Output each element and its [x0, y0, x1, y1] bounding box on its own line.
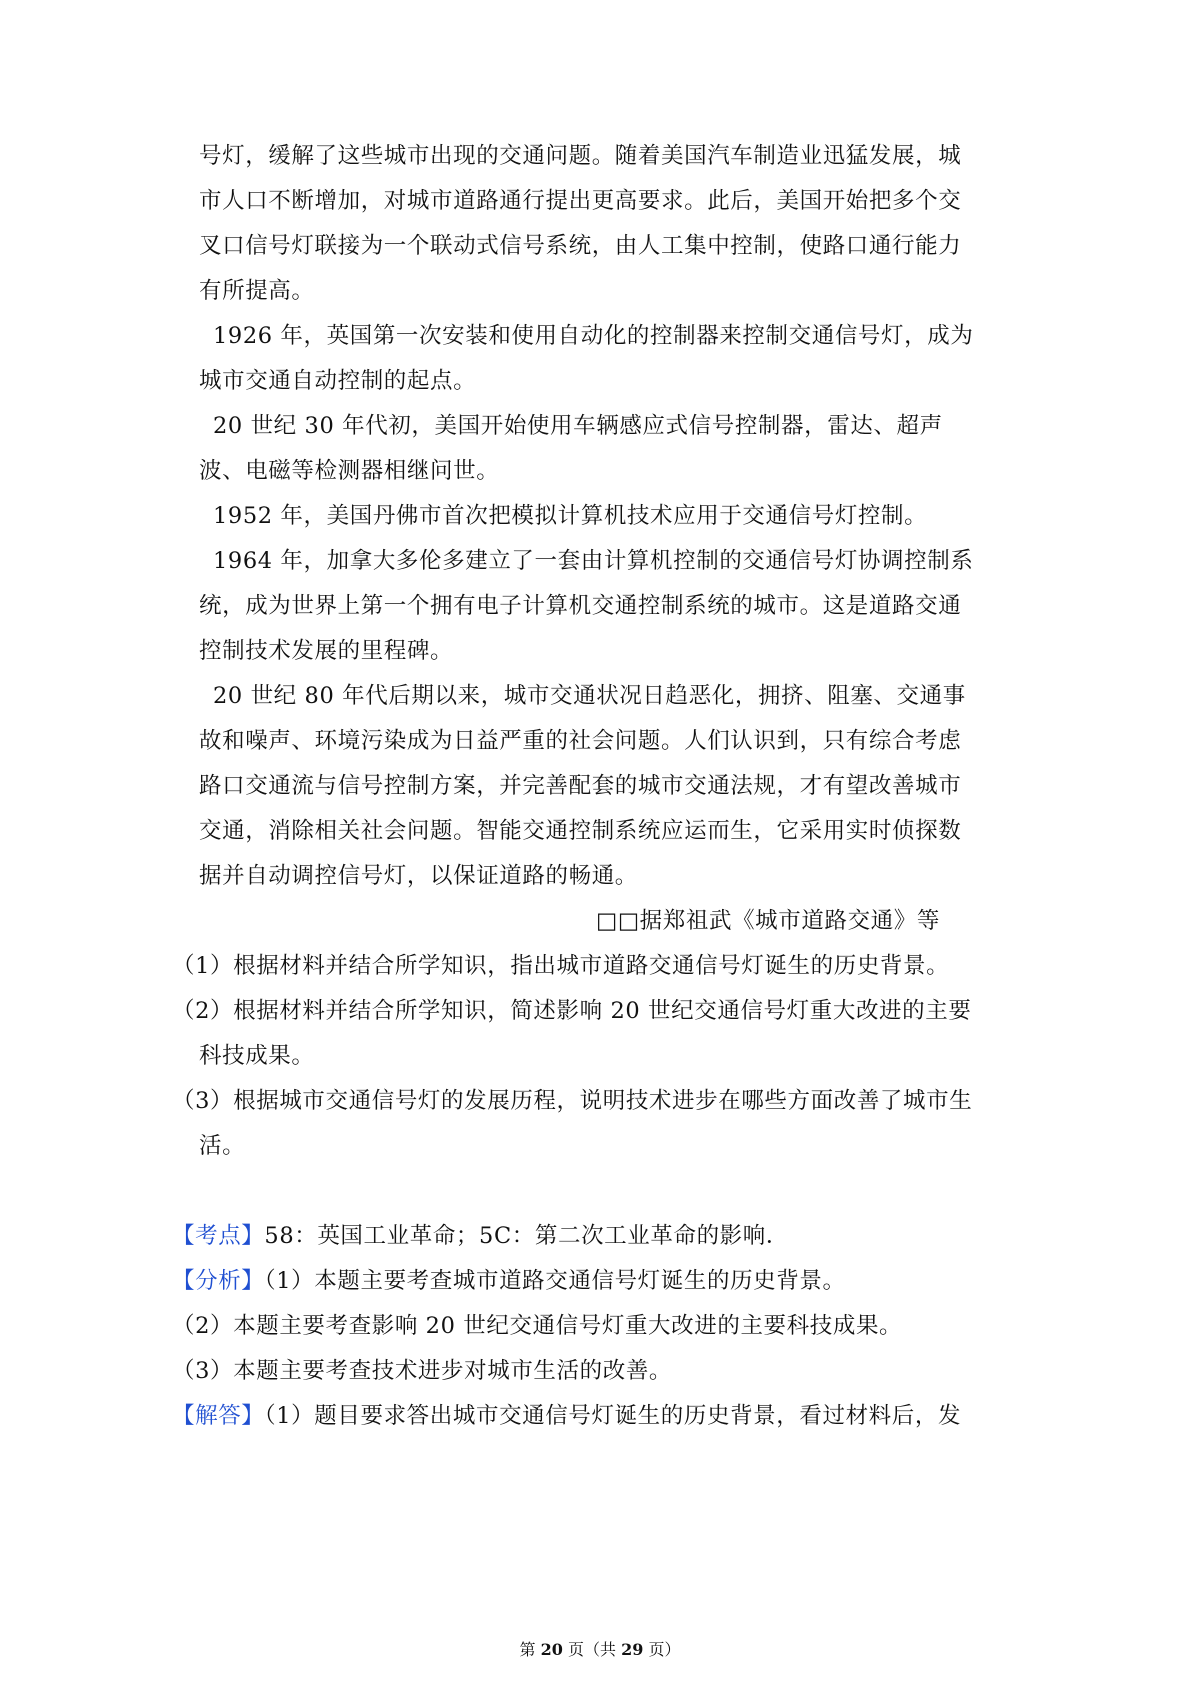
jieda-label: 【解答】 [172, 1403, 265, 1429]
fenxi-line-3: （3）本题主要考查技术进步对城市生活的改善。 [172, 1358, 673, 1384]
passage-line: 交通，消除相关社会问题。智能交通控制系统应运而生，它采用实时侦探数 [199, 818, 962, 844]
passage-line: 20 世纪 30 年代初，美国开始使用车辆感应式信号控制器，雷达、超声 [213, 413, 943, 439]
page-footer [0, 1638, 1200, 1662]
passage-line: 控制技术发展的里程碑。 [199, 638, 454, 664]
kaodian-text: 58：英国工业革命；5C：第二次工业革命的影响． [264, 1223, 789, 1249]
passage-line: 叉口信号灯联接为一个联动式信号系统，由人工集中控制，使路口通行能力 [199, 233, 962, 259]
fenxi-label: 【分析】 [172, 1268, 265, 1294]
jieda-text: （1）题目要求答出城市交通信号灯诞生的历史背景，看过材料后，发 [264, 1403, 962, 1429]
passage-line: 路口交通流与信号控制方案，并完善配套的城市交通法规，才有望改善城市 [199, 773, 962, 799]
passage-line: 城市交通自动控制的起点。 [199, 368, 477, 394]
passage-line: 市人口不断增加，对城市道路通行提出更高要求。此后，美国开始把多个交 [199, 188, 962, 214]
jieda-line [172, 1394, 961, 1439]
passage-line: 据并自动调控信号灯，以保证道路的畅通。 [199, 863, 638, 889]
passage-line: 波、电磁等检测器相继问世。 [199, 458, 500, 484]
passage-line: 统，成为世界上第一个拥有电子计算机交通控制系统的城市。这是道路交通 [199, 593, 962, 619]
passage-line: 有所提高。 [199, 278, 315, 304]
passage-line: 号灯，缓解了这些城市出现的交通问题。随着美国汽车制造业迅猛发展，城 [199, 143, 962, 169]
footer-middle: 页（共 [567, 1640, 616, 1659]
kaodian-line [172, 1214, 789, 1259]
passage-line: 1964 年，加拿大多伦多建立了一套由计算机控制的交通信号灯协调控制系 [213, 548, 974, 574]
footer-suffix: 页） [648, 1640, 681, 1659]
question-2: （2）根据材料并结合所学知识，简述影响 20 世纪交通信号灯重大改进的主要 [172, 998, 972, 1024]
question-3-continued: 活。 [199, 1133, 246, 1159]
footer-total-pages: 29 [621, 1640, 644, 1659]
passage-line: 1952 年，美国丹佛市首次把模拟计算机技术应用于交通信号灯控制。 [213, 503, 928, 529]
question-2-continued: 科技成果。 [199, 1043, 315, 1069]
passage-line: 1926 年，英国第一次安装和使用自动化的控制器来控制交通信号灯，成为 [213, 323, 974, 349]
fenxi-text: （1）本题主要考查城市道路交通信号灯诞生的历史背景。 [264, 1268, 846, 1294]
passage-line: 故和噪声、环境污染成为日益严重的社会问题。人们认识到，只有综合考虑 [199, 728, 962, 754]
footer-page-number: 20 [540, 1640, 563, 1659]
passage-line: 20 世纪 80 年代后期以来，城市交通状况日趋恶化，拥挤、阻塞、交通事 [213, 683, 966, 709]
fenxi-line-2: （2）本题主要考查影响 20 世纪交通信号灯重大改进的主要科技成果。 [172, 1313, 903, 1339]
kaodian-label: 【考点】 [172, 1223, 265, 1249]
question-3: （3）根据城市交通信号灯的发展历程，说明技术进步在哪些方面改善了城市生 [172, 1088, 973, 1114]
passage-source: □□据郑祖武《城市道路交通》等 [595, 908, 940, 934]
fenxi-line [172, 1259, 846, 1304]
footer-prefix: 第 [519, 1640, 536, 1659]
question-1: （1）根据材料并结合所学知识，指出城市道路交通信号灯诞生的历史背景。 [172, 953, 950, 979]
